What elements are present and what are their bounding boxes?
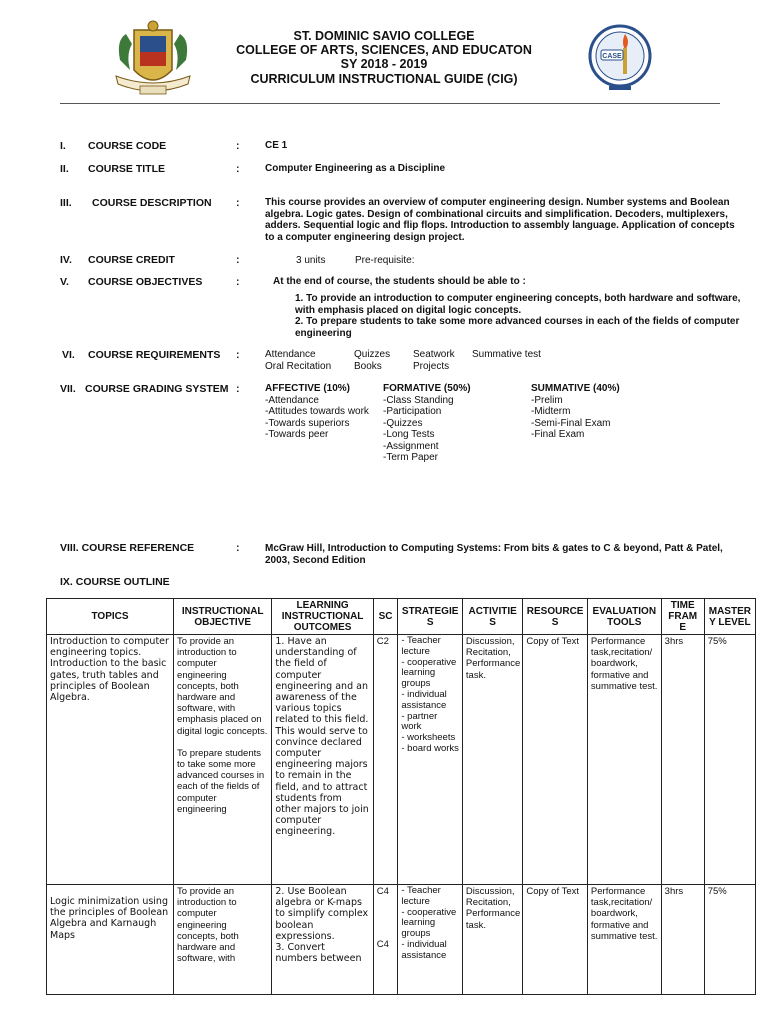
requirement-projects: Projects [413, 361, 450, 372]
objective-cell: To provide an introduction to computer engineering concepts, both hardware and software, with emphasis placed on digital logic concepts. To prepare students to take some more advanced courses in each of the fields of computer engineering [174, 635, 272, 885]
grading-formative: FORMATIVE (50%) -Class Standing -Participation -Quizzes -Long Tests -Assignment -Term Paper [383, 383, 471, 463]
outcome-cell: 1. Have an understanding of the field of computer engineering and an awareness of the various topics related to this field. This would serve to convince declared computer engineering majors to remain in the field, and to attract students from other majors to join computer engineering. [272, 635, 373, 885]
header-school-year: SY 2018 - 2019 [340, 57, 428, 71]
course-objectives-intro: At the end of course, the students should be able to : [273, 276, 526, 287]
header-sc: SC [373, 599, 398, 635]
header-strategies: STRATEGIE S [398, 599, 463, 635]
course-code-label: COURSE CODE [88, 140, 167, 152]
course-reference-label: VIII. COURSE REFERENCE [60, 542, 195, 554]
course-prerequisite: Pre-requisite: [355, 255, 415, 266]
grading-affective: AFFECTIVE (10%) -Attendance -Attitudes towards work -Towards superiors -Towards peer [265, 383, 369, 440]
course-description-label: COURSE DESCRIPTION [92, 197, 212, 209]
course-credit-label: COURSE CREDIT [88, 254, 175, 266]
resources-cell: Copy of Text [523, 635, 588, 885]
table-row [47, 635, 756, 885]
header-evaluation-tools: EVALUATION TOOLS [587, 599, 661, 635]
header-college-name: ST. DOMINIC SAVIO COLLEGE [293, 29, 475, 43]
table-row [47, 885, 756, 995]
evaluation-cell: Performance task,recitation/ boardwork, formative and summative test. [587, 885, 661, 995]
case-logo-text: CASE [602, 53, 622, 60]
requirement-attendance: Attendance [265, 349, 316, 360]
objective-cell: To provide an introduction to computer engineering concepts, both hardware and software, with [174, 885, 272, 995]
colon: : [236, 140, 240, 152]
topic-cell: Introduction to computer engineering topics. Introduction to the basic gates, truth tables and principles of Boolean Algebra. [47, 635, 174, 885]
activities-cell: Discussion, Recitation, Performance task. [462, 885, 522, 995]
header-college-department: COLLEGE OF ARTS, SCIENCES, AND EDUCATON [236, 43, 532, 57]
strategies-cell: - Teacher lecture - cooperative learning groups - individual assistance - partner work - worksheets - board works [398, 635, 463, 885]
colon: : [236, 383, 240, 395]
header-time-frame: TIME FRAM E [661, 599, 704, 635]
course-objectives-list: 1. To provide an introduction to computer engineering concepts, both hardware and software, with emphasis placed on digital logic concepts. 2. To prepare students to take some more advanced courses in each of the fields of computer engineering [295, 293, 741, 339]
course-description-text: This course provides an overview of computer engineering design. Number systems and Boolean algebra. Logic gates. Design of combinational circuits and simplification. Decoders, multiplexers, adders. Sequential logic and flip flops. Introduction to assembly language. Application of concepts to a computer engineering design project. [265, 197, 735, 243]
strategies-cell: - Teacher lecture - cooperative learning groups - individual assistance [398, 885, 463, 995]
resources-cell: Copy of Text [523, 885, 588, 995]
course-outline-table [46, 598, 756, 995]
header-activities: ACTIVITIE S [462, 599, 522, 635]
colon: : [236, 542, 240, 554]
evaluation-cell: Performance task,recitation/ boardwork, formative and summative test. [587, 635, 661, 885]
header-learning-outcomes: LEARNING INSTRUCTIONAL OUTCOMES [272, 599, 373, 635]
requirement-oral-recitation: Oral Recitation [265, 361, 332, 372]
course-objectives-number: V. [60, 276, 69, 288]
colon: : [236, 349, 240, 361]
outcome-cell: 2. Use Boolean algebra or K-maps to simplify complex boolean expressions. 3. Convert numbers between [272, 885, 373, 995]
header-divider [60, 103, 720, 104]
grading-system-number: VII. [60, 383, 76, 395]
mastery-cell: 75% [704, 885, 755, 995]
course-code-number: I. [60, 140, 66, 152]
header-mastery-level: MASTER Y LEVEL [704, 599, 755, 635]
requirement-books: Books [354, 361, 382, 372]
course-requirements-number: VI. [62, 349, 75, 361]
grading-summative: SUMMATIVE (40%) -Prelim -Midterm -Semi-Final Exam -Final Exam [531, 383, 620, 440]
course-title-number: II. [60, 163, 69, 175]
activities-cell: Discussion, Recitation, Performance task. [462, 635, 522, 885]
time-frame-cell: 3hrs [661, 635, 704, 885]
requirement-seatwork: Seatwork [413, 349, 455, 360]
course-code-value: CE 1 [265, 140, 288, 151]
course-objectives-label: COURSE OBJECTIVES [88, 276, 203, 288]
course-credit-number: IV. [60, 254, 72, 266]
colon: : [236, 197, 240, 209]
grading-system-label: COURSE GRADING SYSTEM [85, 383, 229, 395]
header-instructional-objective: INSTRUCTIONAL OBJECTIVE [174, 599, 272, 635]
mastery-cell: 75% [704, 635, 755, 885]
requirement-summative-test: Summative test [472, 349, 541, 360]
sc-cell: C2 [373, 635, 398, 885]
header-document-title: CURRICULUM INSTRUCTIONAL GUIDE (CIG) [250, 72, 518, 86]
header-resources: RESOURCE S [523, 599, 588, 635]
topic-cell: Logic minimization using the principles of Boolean Algebra and Karnaugh Maps [47, 885, 174, 995]
course-title-value: Computer Engineering as a Discipline [265, 163, 446, 174]
requirement-quizzes: Quizzes [354, 349, 391, 360]
table-header-row [47, 599, 756, 635]
colon: : [236, 254, 240, 266]
course-credit-units: 3 units [296, 255, 326, 266]
course-title-label: COURSE TITLE [88, 163, 166, 175]
sc-cell: C4 C4 [373, 885, 398, 995]
header-topics: TOPICS [47, 599, 174, 635]
colon: : [236, 276, 240, 288]
colon: : [236, 163, 240, 175]
course-reference-text: McGraw Hill, Introduction to Computing Systems: From bits & gates to C & beyond, Patt & Patel, 2003, Second Edition [265, 543, 723, 566]
time-frame-cell: 3hrs [661, 885, 704, 995]
course-outline-label: IX. COURSE OUTLINE [60, 576, 170, 588]
course-requirements-label: COURSE REQUIREMENTS [88, 349, 221, 361]
course-description-number: III. [60, 197, 72, 209]
